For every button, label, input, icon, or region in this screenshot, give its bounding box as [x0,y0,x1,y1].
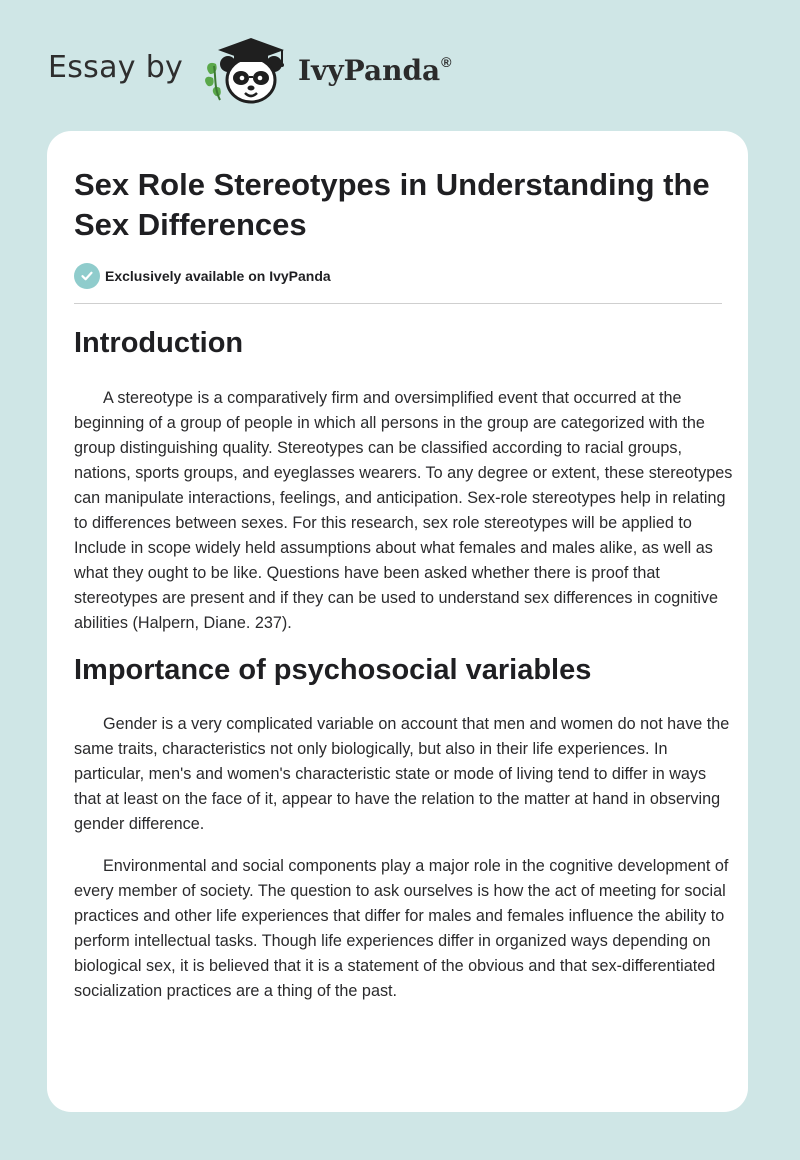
exclusive-badge [74,263,331,289]
check-icon [74,263,100,289]
paragraph-gender: Gender is a very complicated variable on account that men and women do not have the same traits, characteristics not only biologically, but also in their life experiences. In particular, men's and women's characteristic state or mode of living tend to differ in ways that at least on the face of it, appear to have the relation to the matter at hand in observing gender difference. [74,715,730,833]
site-header [48,34,748,114]
registered-mark: ® [441,54,452,70]
essay-by-label: Essay by [48,50,184,85]
article-card [47,131,748,1112]
section-heading-introduction: Introduction [74,327,244,359]
paragraph-introduction: A stereotype is a comparatively firm and oversimplified event that occurred at the beginning of a group of people in which all persons in the group are categorized with the group distinguishing quality. Stereotypes can be classified according to racial groups, nations, sports groups, and eyeglasses wearers. To any degree or extent, these stereotypes can manipulate interactions, feelings, and anticipation. Sex-role stereotypes help in relating to differences between sexes. For this research, sex role stereotypes will be applied to Include in scope widely held assumptions about what females and males alike, as well as what they ought to be like. Questions have been asked whether there is proof that stereotypes are present and if they can be used to understand sex differences in cognitive abilities (Halpern, Diane. 237). [74,389,733,632]
brand-label: IvyPanda [298,54,441,87]
exclusive-label: Exclusively available on IvyPanda [105,268,331,284]
paragraph-environmental: Environmental and social components play a major role in the cognitive development of every member of society. The question to ask ourselves is how the act of meeting for social practices and other life experiences that differ for males and females influence the ability to perform intellectual tasks. Though life experiences differ in organized ways depending on biological sex, it is believed that it is a statement of the obvious and that sex-differentiated socialization practices are a thing of the past. [74,857,729,1000]
brand-name[interactable] [298,54,452,87]
panda-graduate-icon[interactable] [202,34,294,108]
divider [74,303,722,304]
article-title: Sex Role Stereotypes in Understanding the Sex Differences [74,167,710,242]
section-heading-psychosocial: Importance of psychosocial variables [74,654,592,686]
